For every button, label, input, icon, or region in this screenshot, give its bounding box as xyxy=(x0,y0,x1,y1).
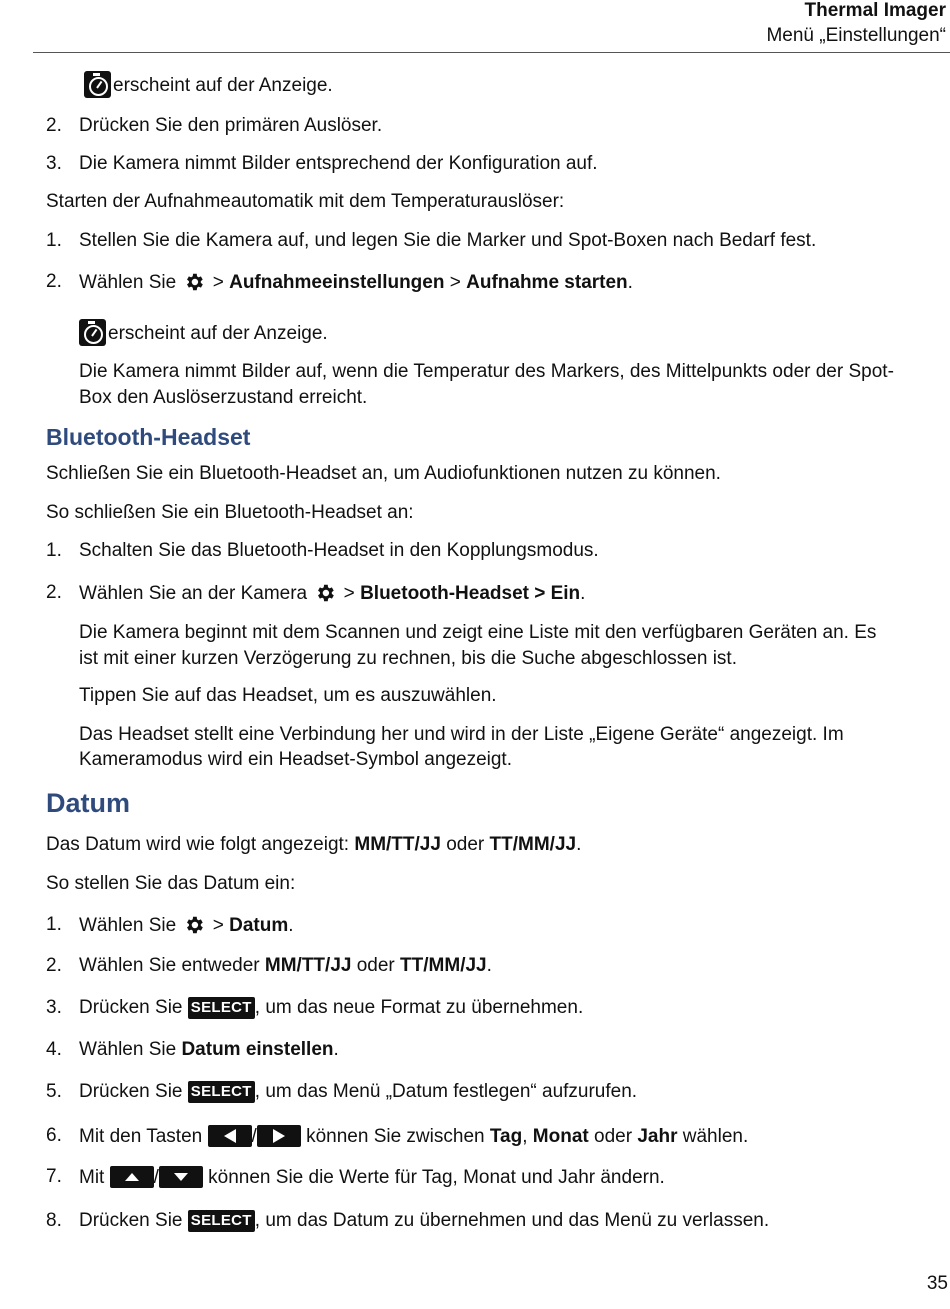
paragraph: Die Kamera nimmt Bilder auf, wenn die Temperatur des Markers, des Mittelpunkts oder der Spot- xyxy=(79,361,894,382)
timer-icon xyxy=(84,71,111,98)
step-number: 1. xyxy=(46,540,62,561)
step-text: Wählen Sie > Aufnahmeeinstellungen > Aufnahme starten. xyxy=(79,272,633,293)
step-text: Wählen Sie an der Kamera > Bluetooth-Headset > Ein. xyxy=(79,583,586,604)
section-heading-datum: Datum xyxy=(46,788,131,818)
step-number: 8. xyxy=(46,1210,62,1231)
step-text: Wählen Sie Datum einstellen. xyxy=(79,1039,339,1060)
header-title: Thermal Imager xyxy=(804,0,946,21)
paragraph: So stellen Sie das Datum ein: xyxy=(46,873,296,894)
left-arrow-key-icon xyxy=(208,1125,252,1147)
step-number: 7. xyxy=(46,1166,62,1187)
header-divider xyxy=(33,52,950,53)
step-number: 2. xyxy=(46,582,62,603)
step-text: Drücken Sie SELECT , um das Datum zu übernehmen und das Menü zu verlassen. xyxy=(79,1210,770,1231)
timer-icon xyxy=(79,319,106,346)
down-arrow-key-icon xyxy=(159,1166,203,1188)
timer-line-2: erscheint auf der Anzeige. xyxy=(79,319,328,346)
section-heading-bluetooth: Bluetooth-Headset xyxy=(46,424,251,450)
up-arrow-key-icon xyxy=(110,1166,154,1188)
step-number: 1. xyxy=(46,914,62,935)
step-text: Stellen Sie die Kamera auf, und legen Sie die Marker und Spot-Boxen nach Bedarf fest. xyxy=(79,230,817,251)
step-number: 3. xyxy=(46,153,62,174)
step-text: Wählen Sie > Datum. xyxy=(79,915,294,936)
step-number: 1. xyxy=(46,230,62,251)
paragraph: Box den Auslöserzustand erreicht. xyxy=(79,387,368,408)
step-text: Drücken Sie SELECT , um das neue Format zu übernehmen. xyxy=(79,997,584,1018)
step-text: Wählen Sie entweder MM/TT/JJ oder TT/MM/JJ. xyxy=(79,955,492,976)
step-number: 4. xyxy=(46,1039,62,1060)
step-text: Drücken Sie den primären Auslöser. xyxy=(79,115,383,136)
timer-line-1: erscheint auf der Anzeige. xyxy=(84,71,333,98)
step-text: Mit / können Sie die Werte für Tag, Monat und Jahr ändern. xyxy=(79,1167,665,1188)
step-number: 6. xyxy=(46,1125,62,1146)
gear-icon xyxy=(183,271,205,293)
paragraph: Kameramodus wird ein Headset-Symbol angezeigt. xyxy=(79,749,512,770)
step-text: Drücken Sie SELECT , um das Menü „Datum festlegen“ aufzurufen. xyxy=(79,1081,638,1102)
step-number: 2. xyxy=(46,271,62,292)
select-key: SELECT xyxy=(188,1081,255,1103)
right-arrow-key-icon xyxy=(257,1125,301,1147)
paragraph: Tippen Sie auf das Headset, um es auszuwählen. xyxy=(79,685,497,706)
select-key: SELECT xyxy=(188,997,255,1019)
header-subtitle: Menü „Einstellungen“ xyxy=(766,25,946,46)
paragraph: Das Headset stellt eine Verbindung her und wird in der Liste „Eigene Geräte“ angezeigt. Im xyxy=(79,724,844,745)
paragraph: So schließen Sie ein Bluetooth-Headset an: xyxy=(46,502,414,523)
step-text: Mit den Tasten / können Sie zwischen Tag, Monat oder Jahr wählen. xyxy=(79,1126,749,1147)
paragraph: Die Kamera beginnt mit dem Scannen und zeigt eine Liste mit den verfügbaren Geräten an. Es xyxy=(79,622,877,643)
paragraph: Das Datum wird wie folgt angezeigt: MM/TT/JJ oder TT/MM/JJ. xyxy=(46,834,582,855)
step-text: Schalten Sie das Bluetooth-Headset in den Kopplungsmodus. xyxy=(79,540,599,561)
select-key: SELECT xyxy=(188,1210,255,1232)
step-number: 3. xyxy=(46,997,62,1018)
paragraph: ist mit einer kurzen Verzögerung zu rechnen, bis die Suche abgeschlossen ist. xyxy=(79,648,737,669)
step-text: Die Kamera nimmt Bilder entsprechend der Konfiguration auf. xyxy=(79,153,598,174)
page-number: 35 xyxy=(926,1273,948,1294)
step-number: 2. xyxy=(46,115,62,136)
gear-icon xyxy=(314,582,336,604)
step-number: 2. xyxy=(46,955,62,976)
gear-icon xyxy=(183,914,205,936)
step-number: 5. xyxy=(46,1081,62,1102)
paragraph: Starten der Aufnahmeautomatik mit dem Temperaturauslöser: xyxy=(46,191,565,212)
paragraph: Schließen Sie ein Bluetooth-Headset an, um Audiofunktionen nutzen zu können. xyxy=(46,463,721,484)
